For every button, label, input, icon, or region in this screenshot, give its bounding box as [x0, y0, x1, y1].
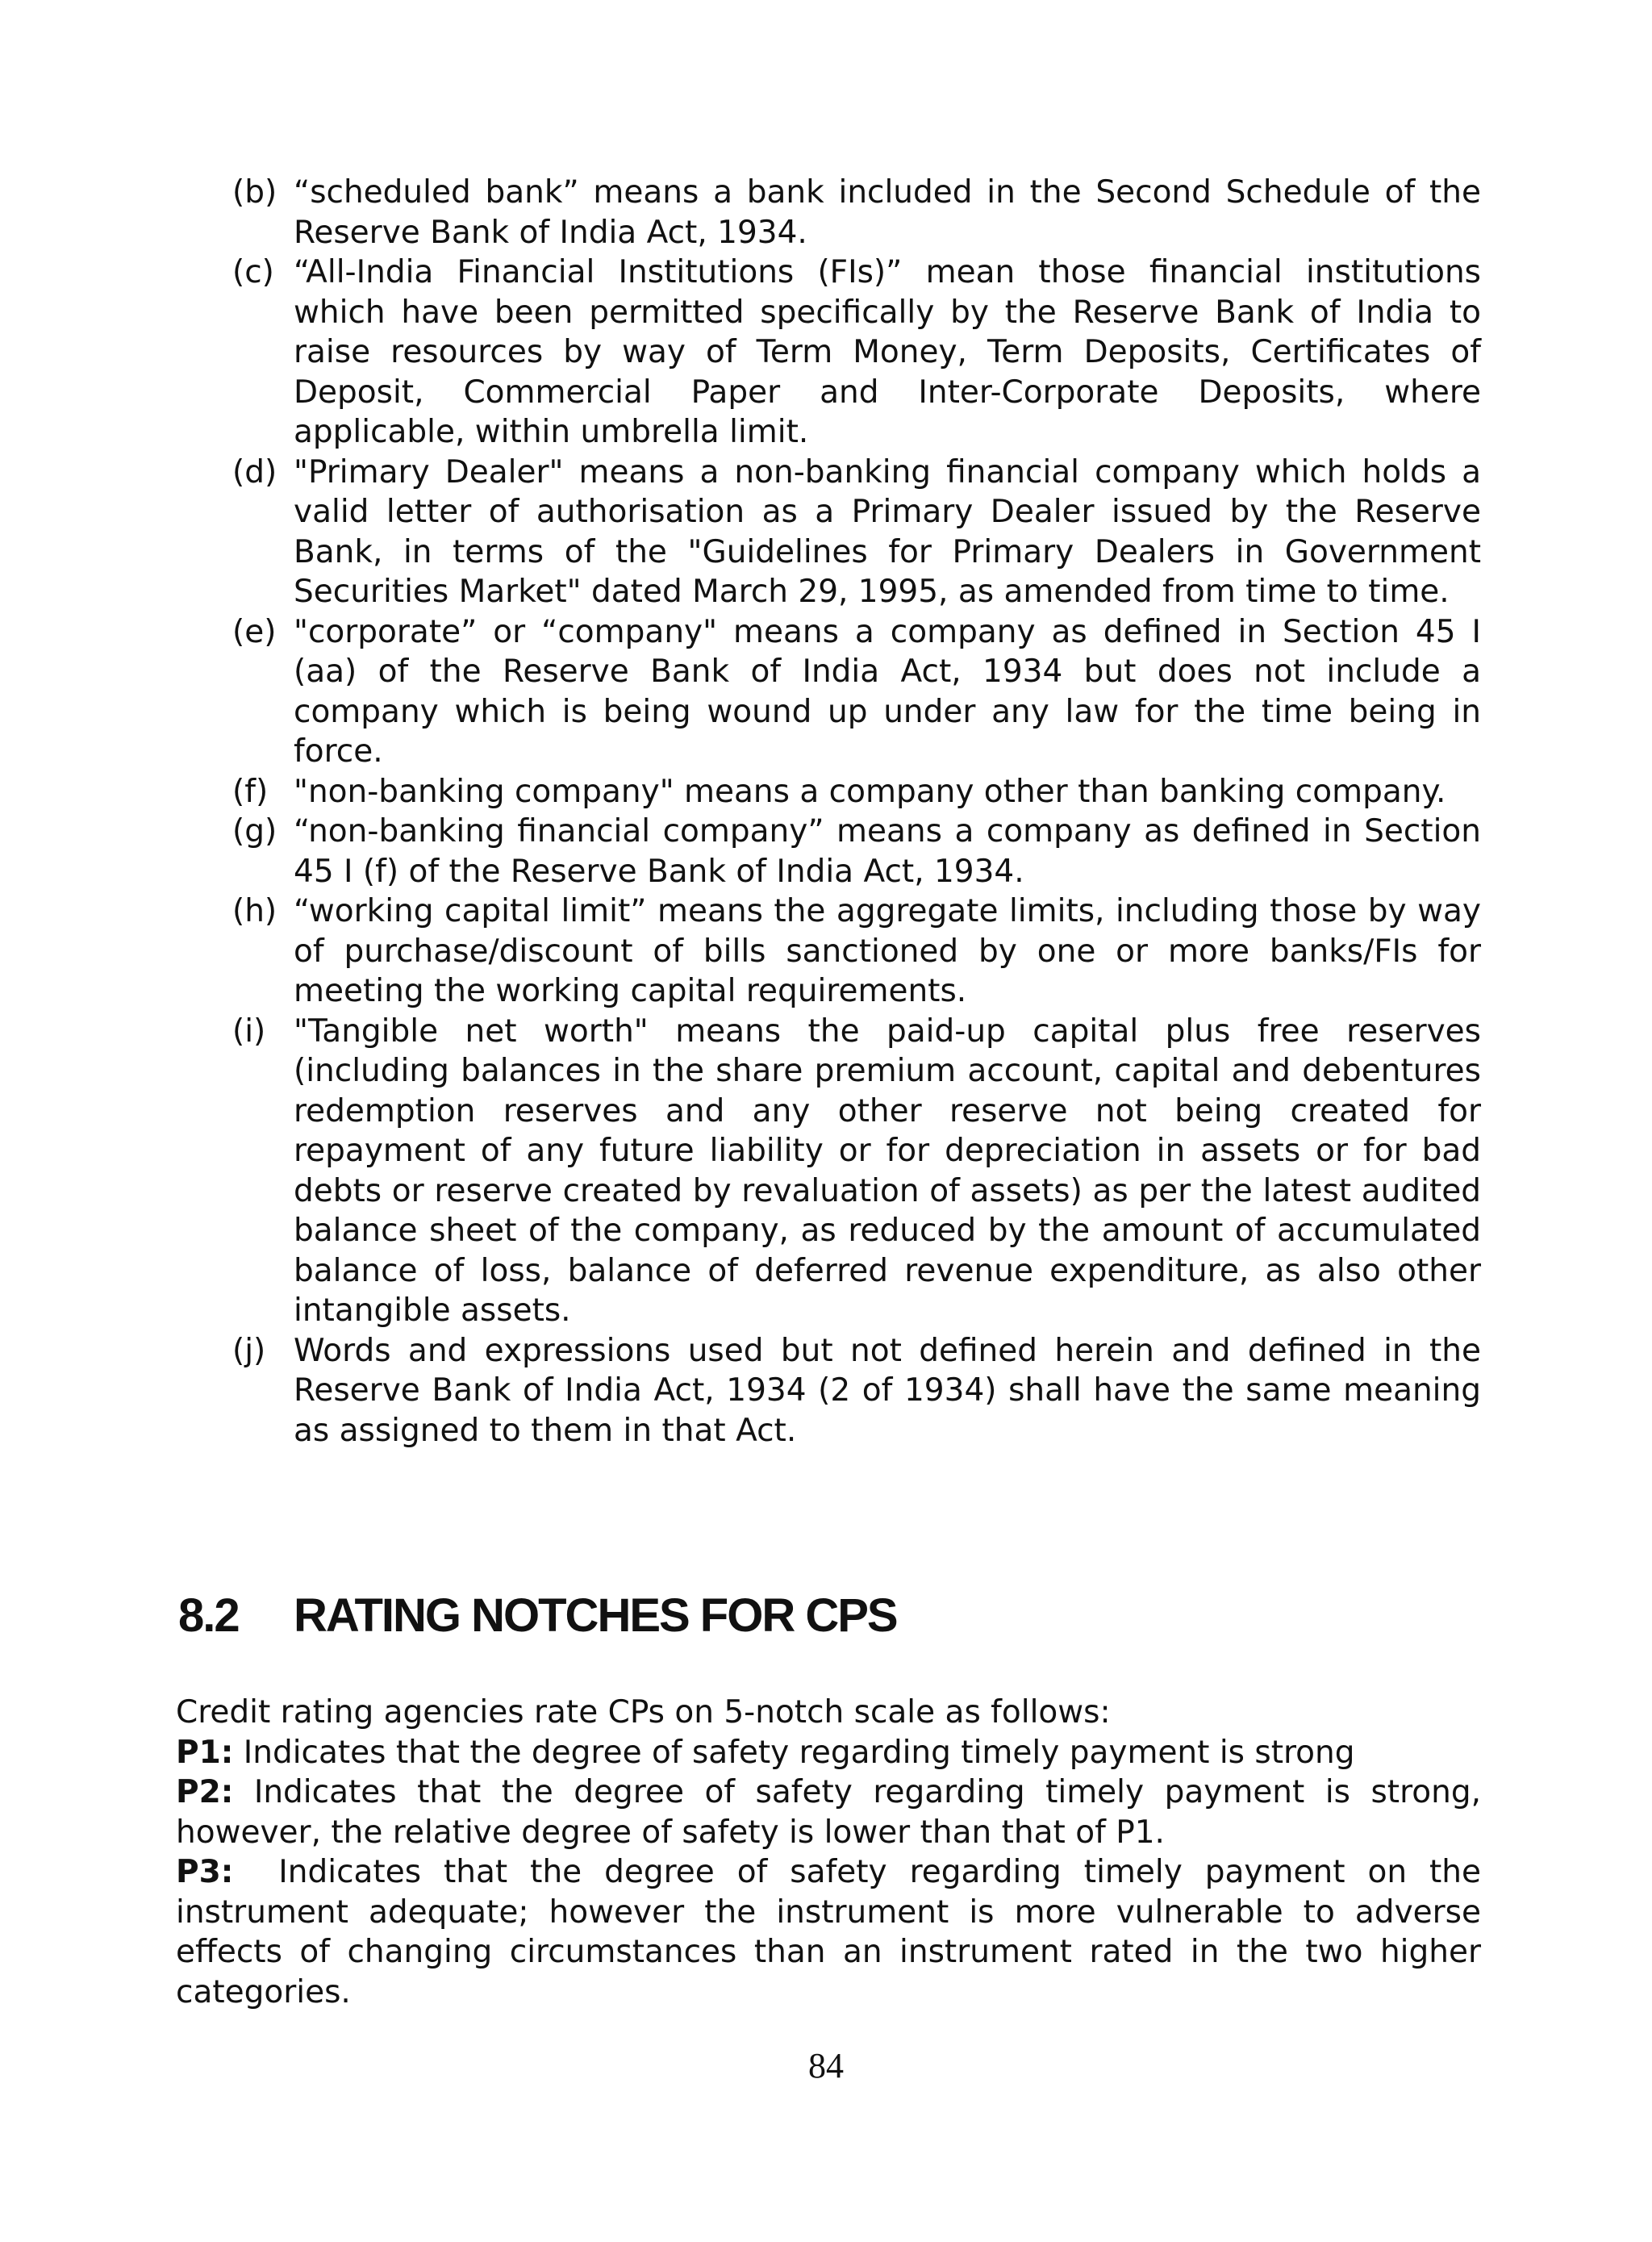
definition-item-d: [232, 453, 1481, 612]
definition-item-h: [232, 891, 1481, 1012]
rating-code: P1:: [176, 1734, 234, 1771]
intro-paragraph: Credit rating agencies rate CPs on 5-notch scale as follows:: [176, 1694, 1111, 1731]
rating-description: Indicates that the degree of safety regarding timely payment on the instrument adequate; however the instrument is more vulnerable to adverse effects of changing circumstances than an instrument rated in the two higher categories.: [176, 1854, 1482, 2010]
definitions-list: [232, 173, 1481, 1451]
definition-marker: (i): [232, 1012, 266, 1050]
rating-notches-body: [176, 1693, 1481, 2012]
definition-item-j: [232, 1331, 1481, 1451]
rating-p1: [176, 1733, 1481, 1773]
definition-text: "non-banking company" means a company other than banking company.: [294, 773, 1446, 810]
rating-code: P2:: [176, 1774, 234, 1810]
definition-item-c: [232, 253, 1481, 453]
definition-text: Words and expressions used but not defined herein and defined in the Reserve Bank of India Act, 1934 (2 of 1934) shall have the same meaning as assigned to them in that Act.: [294, 1332, 1481, 1449]
rating-p2: [176, 1772, 1481, 1852]
definition-text: “working capital limit” means the aggregate limits, including those by way of purchase/discount of bills sanctioned by one or more banks/FIs for meeting the working capital requirements.: [294, 893, 1481, 1009]
definition-text: "Tangible net worth" means the paid-up capital plus free reserves (including balances in the share premium account, capital and debentures redemption reserves and any other reserve not being created for repayment of any future liability or for depreciation in assets or for bad debts or reserve created by revaluation of assets) as per the latest audited balance sheet of the company, as reduced by the amount of accumulated balance of loss, balance of deferred revenue expenditure, as also other intangible assets.: [294, 1012, 1481, 1329]
page-number: 84: [808, 2046, 844, 2085]
definition-text: “non-banking financial company” means a company as defined in Section 45 I (f) of the Reserve Bank of India Act, 1934.: [294, 813, 1481, 890]
definition-marker: (j): [232, 1332, 266, 1369]
definition-text: “All-India Financial Institutions (FIs)” mean those financial institutions which have been permitted specifically by the Reserve Bank of India to raise resources by way of Term Money, Term Deposits, Certificates of Deposit, Commercial Paper and Inter-Corporate Deposits, where applicable, within umbrella limit.: [294, 254, 1481, 450]
definition-item-b: [232, 173, 1481, 253]
section-number: 8.2: [178, 1589, 239, 1642]
section-heading: [178, 1588, 897, 1644]
section-title: RATING NOTCHES FOR CPS: [294, 1589, 897, 1642]
definition-marker: (b): [232, 174, 277, 211]
definition-item-f: [232, 772, 1481, 812]
definition-marker: (h): [232, 893, 277, 929]
definition-text: "Primary Dealer" means a non-banking financial company which holds a valid letter of authorisation as a Primary Dealer issued by the Reserve Bank, in terms of the "Guidelines for Primary Dealers in Government Securities Market" dated March 29, 1995, as amended from time to time.: [294, 453, 1481, 610]
rating-p3: [176, 1852, 1481, 2012]
definition-marker: (c): [232, 254, 274, 290]
definition-marker: (g): [232, 813, 277, 850]
definition-text: “scheduled bank” means a bank included in the Second Schedule of the Reserve Bank of India Act, 1934.: [294, 174, 1481, 251]
definition-item-i: [232, 1012, 1481, 1331]
rating-description: Indicates that the degree of safety regarding timely payment is strong, however, the relative degree of safety is lower than that of P1.: [176, 1774, 1481, 1851]
rating-description: Indicates that the degree of safety regarding timely payment is strong: [243, 1734, 1355, 1771]
definition-item-g: [232, 812, 1481, 891]
definition-text: "corporate” or “company" means a company as defined in Section 45 I (aa) of the Reserve Bank of India Act, 1934 but does not include a company which is being wound up under any law for the time being in force.: [294, 613, 1481, 770]
definition-item-e: [232, 612, 1481, 772]
definition-marker: (d): [232, 453, 277, 491]
rating-code: P3:: [176, 1854, 234, 1890]
definition-marker: (e): [232, 613, 277, 650]
definition-marker: (f): [232, 773, 269, 810]
